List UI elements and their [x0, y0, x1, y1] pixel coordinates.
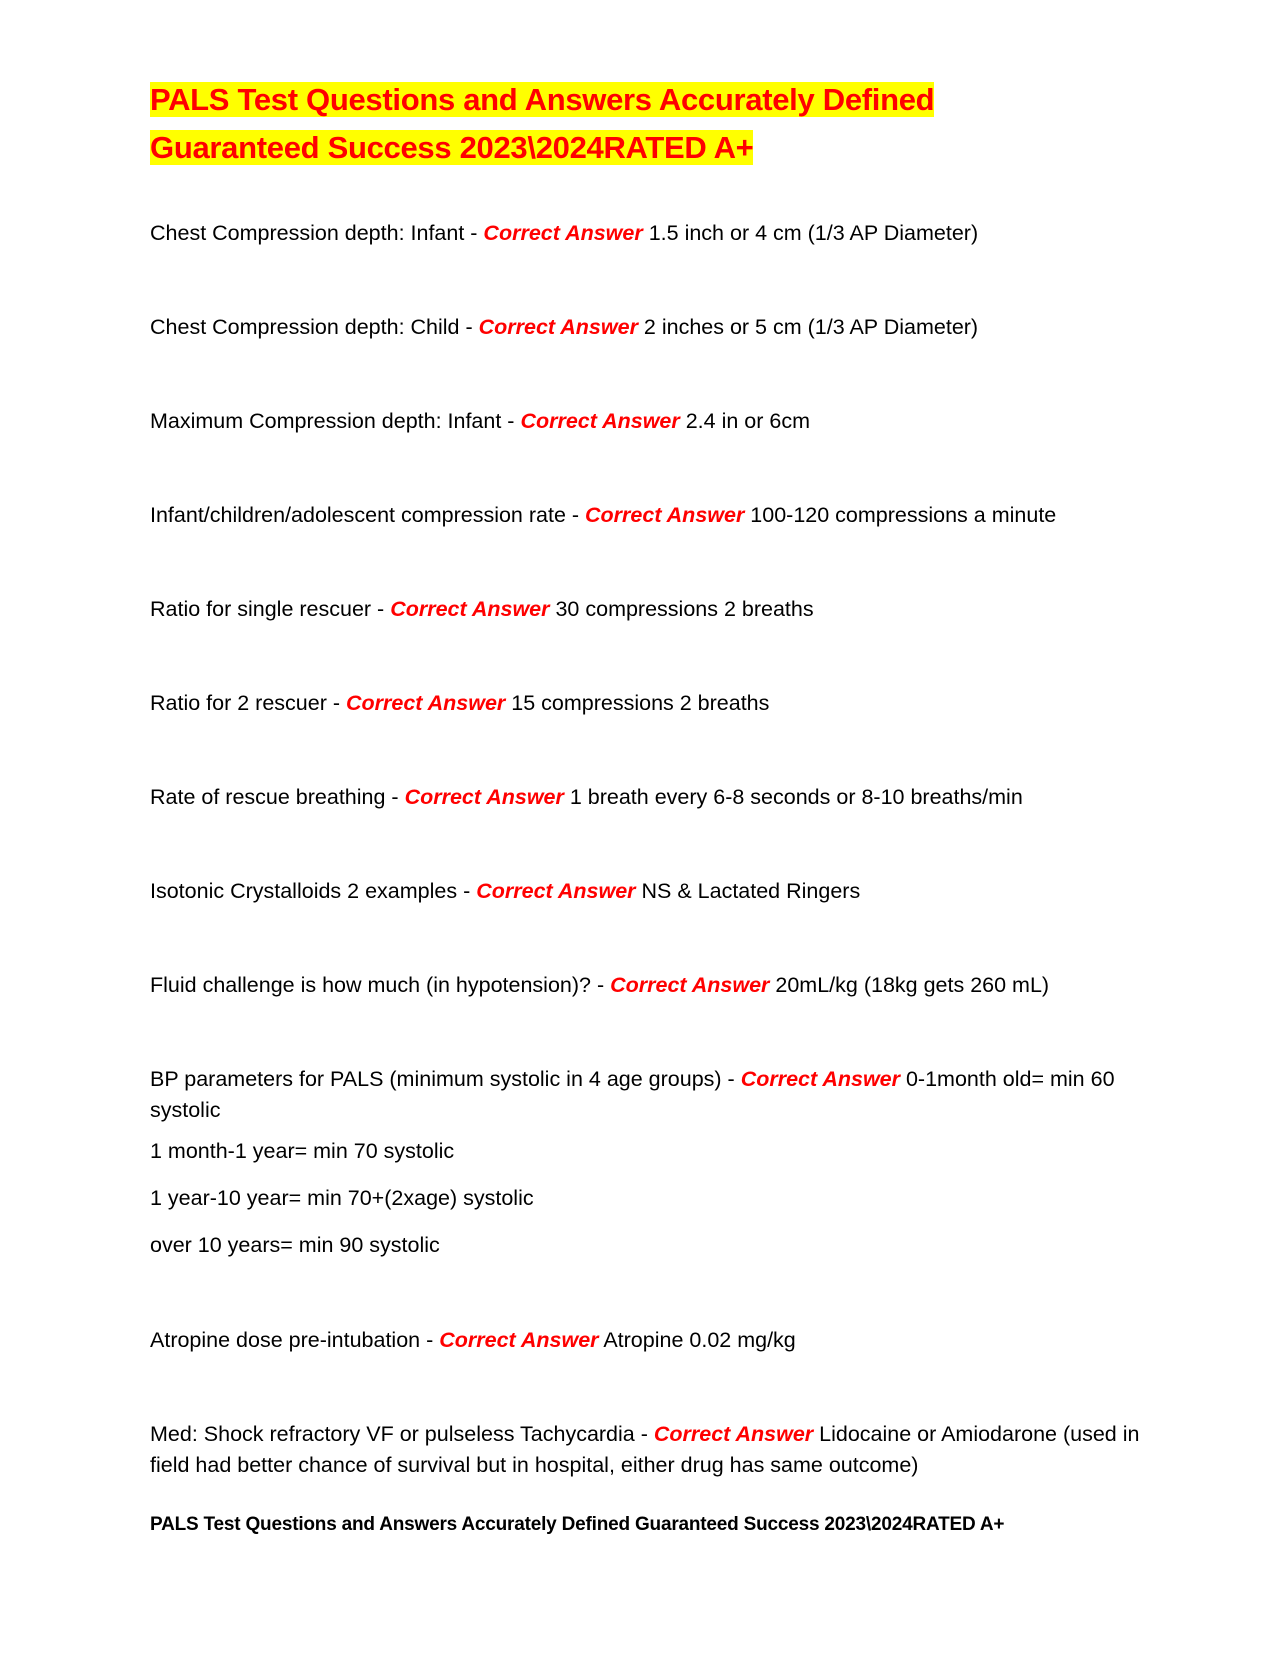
qa-item [150, 876, 1140, 907]
correct-answer-label: Correct Answer [585, 503, 745, 527]
correct-answer-label: Correct Answer [476, 879, 636, 903]
question-text: Isotonic Crystalloids 2 examples - [150, 879, 477, 903]
bp-extra-line: 1 year-10 year= min 70+(2xage) systolic [150, 1186, 534, 1210]
question-text: Med: Shock refractory VF or pulseless Tachycardia - [150, 1422, 654, 1446]
correct-answer-label: Correct Answer [483, 221, 643, 245]
qa-item [150, 218, 1140, 249]
correct-answer-label: Correct Answer [478, 315, 638, 339]
qa-item [150, 970, 1140, 1001]
answer-text: 15 compressions 2 breaths [505, 691, 770, 715]
qa-item [150, 688, 1140, 719]
question-text: Rate of rescue breathing - [150, 785, 405, 809]
bp-extra-line: 1 month-1 year= min 70 systolic [150, 1139, 455, 1163]
qa-list [150, 218, 1140, 1481]
answer-text: 2 inches or 5 cm (1/3 AP Diameter) [637, 315, 979, 339]
question-text: Infant/children/adolescent compression rate - [150, 503, 586, 527]
qa-item [150, 594, 1140, 625]
correct-answer-label: Correct Answer [404, 785, 564, 809]
document-page [150, 76, 1140, 1539]
question-text: Fluid challenge is how much (in hypotension)? - [150, 973, 611, 997]
answer-text: 20mL/kg (18kg gets 260 mL) [769, 973, 1050, 997]
question-text: Atropine dose pre-intubation - [150, 1328, 440, 1352]
answer-text: 1 breath every 6-8 seconds or 8-10 breaths/min [563, 785, 1023, 809]
qa-item [150, 782, 1140, 813]
question-text: Maximum Compression depth: Infant - [150, 409, 521, 433]
title-line-2: Guaranteed Success 2023\2024RATED A+ [150, 130, 754, 165]
correct-answer-label: Correct Answer [610, 973, 770, 997]
qa-item [150, 1419, 1140, 1481]
correct-answer-label: Correct Answer [740, 1067, 900, 1091]
page-footer: PALS Test Questions and Answers Accurately Defined Guaranteed Success 2023\2024RATED A+ [150, 1514, 1005, 1535]
correct-answer-label: Correct Answer [653, 1422, 814, 1446]
qa-item [150, 500, 1140, 531]
answer-text: 30 compressions 2 breaths [549, 597, 814, 621]
correct-answer-label: Correct Answer [520, 409, 680, 433]
correct-answer-label: Correct Answer [390, 597, 550, 621]
question-text: Ratio for single rescuer - [150, 597, 391, 621]
correct-answer-label: Correct Answer [439, 1328, 599, 1352]
answer-text: 100-120 compressions a minute [744, 503, 1057, 527]
question-text: Ratio for 2 rescuer - [150, 691, 346, 715]
bp-extra-line: over 10 years= min 90 systolic [150, 1233, 440, 1257]
answer-text: 0-1month old= min 60 systolic [150, 1067, 1115, 1122]
correct-answer-label: Correct Answer [345, 691, 506, 715]
qa-item [150, 1064, 1140, 1126]
question-text: Chest Compression depth: Child - [150, 315, 479, 339]
answer-text: Lidocaine or Amiodarone (used in field had better chance of survival but in hospital, either drug has same outcome) [150, 1422, 1140, 1477]
qa-item [150, 312, 1140, 343]
answer-text: Atropine 0.02 mg/kg [598, 1328, 796, 1352]
answer-text: NS & Lactated Ringers [635, 879, 861, 903]
qa-item [150, 1325, 1140, 1356]
document-title [150, 76, 1140, 172]
question-text: BP parameters for PALS (minimum systolic in 4 age groups) - [150, 1067, 741, 1091]
answer-text: 2.4 in or 6cm [679, 409, 810, 433]
answer-text: 1.5 inch or 4 cm (1/3 AP Diameter) [642, 221, 979, 245]
qa-item [150, 406, 1140, 437]
question-text: Chest Compression depth: Infant - [150, 221, 484, 245]
title-line-1: PALS Test Questions and Answers Accurately Defined [150, 82, 935, 117]
